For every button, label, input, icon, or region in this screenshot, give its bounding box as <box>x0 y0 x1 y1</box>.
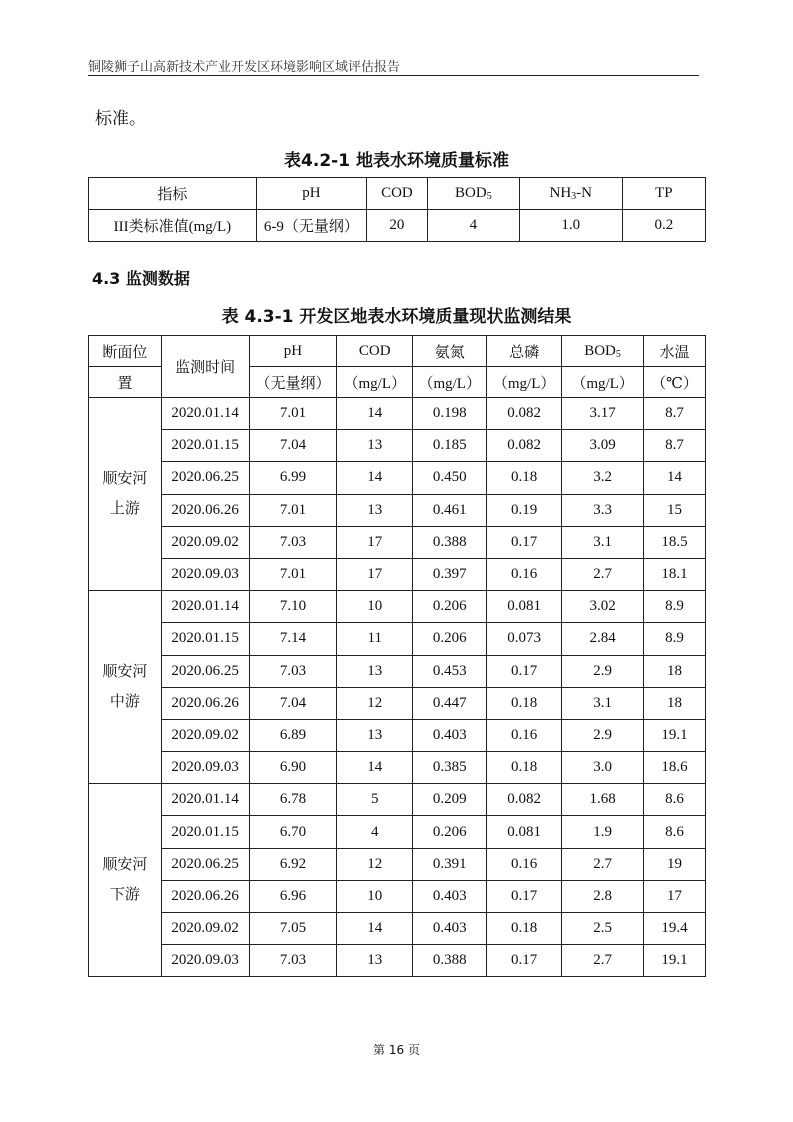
table-cell: 6.99 <box>249 462 337 494</box>
table1-caption: 表4.2-1 地表水环境质量标准 <box>284 151 509 171</box>
table-cell: 19.1 <box>644 945 706 977</box>
table-cell: 0.073 <box>487 623 562 655</box>
table-cell: 17 <box>337 558 413 590</box>
location-name: 顺安河 <box>102 471 148 488</box>
table-cell: 3.02 <box>562 591 644 623</box>
table-cell: 0.403 <box>413 719 487 751</box>
location-section: 上游 <box>109 501 140 518</box>
table-cell: 2020.06.26 <box>161 687 249 719</box>
header-cell: $BOD_5$ <box>427 178 519 210</box>
header-cell: 置 <box>89 367 162 398</box>
table-cell: 2020.09.03 <box>161 945 249 977</box>
running-header: 铜陵狮子山高新技术产业开发区环境影响区域评估报告 <box>88 60 401 75</box>
monitoring-results-table <box>88 335 706 977</box>
table-cell: 7.05 <box>249 913 337 945</box>
table-cell: 2020.06.25 <box>161 848 249 880</box>
table-cell: 0.391 <box>413 848 487 880</box>
table-cell: 2020.09.03 <box>161 558 249 590</box>
location-name: 顺安河 <box>102 664 148 681</box>
table-cell: 7.03 <box>249 945 337 977</box>
table-cell: 3.1 <box>562 687 644 719</box>
table-cell: 0.453 <box>413 655 487 687</box>
header-cell: （mg/L） <box>487 367 562 398</box>
table-cell: 0.206 <box>413 623 487 655</box>
page-number: 第 16 页 <box>373 1043 420 1057</box>
table-cell: 0.17 <box>487 655 562 687</box>
table-cell: 0.388 <box>413 526 487 558</box>
table-cell: 18.6 <box>644 752 706 784</box>
header-cell: pH <box>249 336 337 367</box>
table-cell: 0.388 <box>413 945 487 977</box>
table-cell: 14 <box>337 398 413 430</box>
table-cell: 6.78 <box>249 784 337 816</box>
header-cell: 指标 <box>89 178 257 210</box>
table-cell: 2020.09.03 <box>161 752 249 784</box>
table-cell: 10 <box>337 880 413 912</box>
table-cell: 0.385 <box>413 752 487 784</box>
table-cell: 8.7 <box>644 398 706 430</box>
table-cell: 0.403 <box>413 880 487 912</box>
table-cell: 0.185 <box>413 430 487 462</box>
table-cell: 2020.09.02 <box>161 719 249 751</box>
table-cell: 0.206 <box>413 591 487 623</box>
table-cell: 8.9 <box>644 591 706 623</box>
table-cell: 18 <box>644 687 706 719</box>
table-cell: 2020.01.15 <box>161 816 249 848</box>
table-row <box>89 848 706 880</box>
table-cell: 8.6 <box>644 816 706 848</box>
table-row <box>89 398 706 430</box>
table-cell: 0.082 <box>487 784 562 816</box>
table-cell: 13 <box>337 494 413 526</box>
table-cell: 12 <box>337 848 413 880</box>
table-cell: 2020.06.26 <box>161 494 249 526</box>
location-section: 中游 <box>109 694 140 711</box>
table-cell: 2.7 <box>562 945 644 977</box>
table-row <box>89 816 706 848</box>
table-cell: 0.16 <box>487 558 562 590</box>
table-cell: 2020.01.15 <box>161 623 249 655</box>
table-cell: 14 <box>337 752 413 784</box>
table-cell: 1.0 <box>519 210 622 242</box>
table-cell: 0.450 <box>413 462 487 494</box>
location-section: 下游 <box>109 887 140 904</box>
table-cell: 0.16 <box>487 848 562 880</box>
section-title: 4.3 监测数据 <box>92 269 190 288</box>
table-cell: 19.1 <box>644 719 706 751</box>
table-cell: 7.01 <box>249 558 337 590</box>
location-name: 顺安河 <box>102 857 148 874</box>
header-rule <box>88 75 699 76</box>
location-cell <box>89 784 162 977</box>
table-cell: 0.082 <box>487 430 562 462</box>
table-cell: 6.90 <box>249 752 337 784</box>
table-cell: 0.198 <box>413 398 487 430</box>
table-cell: 2.7 <box>562 848 644 880</box>
header-cell: （℃） <box>644 367 706 398</box>
table-cell: 7.04 <box>249 687 337 719</box>
header-cell: （mg/L） <box>337 367 413 398</box>
table-cell: 0.18 <box>487 913 562 945</box>
table-cell: 0.18 <box>487 687 562 719</box>
table-cell: 13 <box>337 430 413 462</box>
table-cell: 14 <box>644 462 706 494</box>
table-cell: 7.03 <box>249 526 337 558</box>
location-cell <box>89 591 162 784</box>
table-cell: 0.403 <box>413 913 487 945</box>
header-cell: （无量纲） <box>249 367 337 398</box>
table-cell: 0.206 <box>413 816 487 848</box>
table-row <box>89 752 706 784</box>
table-cell: 7.10 <box>249 591 337 623</box>
table-cell: 3.09 <box>562 430 644 462</box>
table2-caption: 表 4.3-1 开发区地表水环境质量现状监测结果 <box>221 307 572 327</box>
table-cell: 1.68 <box>562 784 644 816</box>
table-row <box>89 494 706 526</box>
table-cell: 8.7 <box>644 430 706 462</box>
header-cell: TP <box>622 178 705 210</box>
table-cell: 6.96 <box>249 880 337 912</box>
water-standard-table <box>88 177 706 242</box>
table-cell: 15 <box>644 494 706 526</box>
intro-text: 标准。 <box>95 109 146 128</box>
table-cell: 13 <box>337 945 413 977</box>
table-cell: 2020.01.14 <box>161 398 249 430</box>
table-row <box>89 462 706 494</box>
header-cell: 总磷 <box>487 336 562 367</box>
table-cell: 13 <box>337 655 413 687</box>
table-cell: 4 <box>337 816 413 848</box>
header-cell: $NH_3-N$ <box>519 178 622 210</box>
table-cell: 0.461 <box>413 494 487 526</box>
table-cell: 2020.06.25 <box>161 655 249 687</box>
table-cell: 7.03 <box>249 655 337 687</box>
table-cell: 17 <box>337 526 413 558</box>
table-cell: 0.081 <box>487 591 562 623</box>
table-cell: 7.14 <box>249 623 337 655</box>
table-cell: 2.9 <box>562 655 644 687</box>
table-cell: 0.18 <box>487 752 562 784</box>
table-row <box>89 880 706 912</box>
table-cell: 2020.09.02 <box>161 913 249 945</box>
table-cell: 8.9 <box>644 623 706 655</box>
table-cell: 0.17 <box>487 880 562 912</box>
table-cell: 10 <box>337 591 413 623</box>
table-cell: 0.19 <box>487 494 562 526</box>
table-cell: 5 <box>337 784 413 816</box>
table-cell: 12 <box>337 687 413 719</box>
table-cell: 2020.01.14 <box>161 784 249 816</box>
table-cell: 0.17 <box>487 526 562 558</box>
table-cell: 0.16 <box>487 719 562 751</box>
table-cell: 2020.06.26 <box>161 880 249 912</box>
table-cell: 0.2 <box>622 210 705 242</box>
table-cell: 2.7 <box>562 558 644 590</box>
header-cell: COD <box>337 336 413 367</box>
table-cell: 18 <box>644 655 706 687</box>
table-cell: 6.70 <box>249 816 337 848</box>
header-cell: 氨氮 <box>413 336 487 367</box>
table-cell: 3.1 <box>562 526 644 558</box>
table-cell: III类标准值(mg/L) <box>89 210 257 242</box>
table-cell: 14 <box>337 913 413 945</box>
table-row <box>89 558 706 590</box>
table-header-row <box>89 178 706 210</box>
header-cell: （mg/L） <box>413 367 487 398</box>
table-cell: 11 <box>337 623 413 655</box>
table-cell: 1.9 <box>562 816 644 848</box>
table-cell: 3.17 <box>562 398 644 430</box>
table-cell: 2.5 <box>562 913 644 945</box>
table-row <box>89 623 706 655</box>
table-cell: 6.89 <box>249 719 337 751</box>
table-cell: 14 <box>337 462 413 494</box>
table-cell: 2.8 <box>562 880 644 912</box>
table-cell: 2.84 <box>562 623 644 655</box>
table-row <box>89 687 706 719</box>
table-cell: 2.9 <box>562 719 644 751</box>
table-row <box>89 784 706 816</box>
table-cell: 0.081 <box>487 816 562 848</box>
table-row <box>89 210 706 242</box>
header-cell: $BOD_5$ <box>562 336 644 367</box>
table-cell: 6-9（无量纲） <box>256 210 366 242</box>
table-cell: 2020.09.02 <box>161 526 249 558</box>
table-cell: 0.18 <box>487 462 562 494</box>
table-cell: 3.2 <box>562 462 644 494</box>
table-cell: 2020.01.14 <box>161 591 249 623</box>
table-cell: 3.0 <box>562 752 644 784</box>
table-cell: 18.5 <box>644 526 706 558</box>
table-cell: 18.1 <box>644 558 706 590</box>
table-row <box>89 591 706 623</box>
table-cell: 0.397 <box>413 558 487 590</box>
table-cell: 7.01 <box>249 494 337 526</box>
header-cell: 水温 <box>644 336 706 367</box>
table-cell: 3.3 <box>562 494 644 526</box>
header-cell: 监测时间 <box>161 336 249 398</box>
table-row <box>89 719 706 751</box>
table-cell: 20 <box>366 210 427 242</box>
table-cell: 7.01 <box>249 398 337 430</box>
header-cell: pH <box>256 178 366 210</box>
table-cell: 0.447 <box>413 687 487 719</box>
table-cell: 4 <box>427 210 519 242</box>
table-cell: 0.082 <box>487 398 562 430</box>
table-header-row <box>89 336 706 367</box>
table-row <box>89 526 706 558</box>
table-cell: 8.6 <box>644 784 706 816</box>
table-cell: 19 <box>644 848 706 880</box>
header-cell: （mg/L） <box>562 367 644 398</box>
table-cell: 7.04 <box>249 430 337 462</box>
table-row <box>89 945 706 977</box>
table-row <box>89 655 706 687</box>
header-cell: COD <box>366 178 427 210</box>
location-cell <box>89 398 162 591</box>
table-cell: 19.4 <box>644 913 706 945</box>
table-cell: 2020.01.15 <box>161 430 249 462</box>
table-cell: 6.92 <box>249 848 337 880</box>
table-cell: 0.209 <box>413 784 487 816</box>
table-cell: 17 <box>644 880 706 912</box>
header-cell: 断面位 <box>89 336 162 367</box>
table-cell: 13 <box>337 719 413 751</box>
table-cell: 0.17 <box>487 945 562 977</box>
table-row <box>89 913 706 945</box>
table-cell: 2020.06.25 <box>161 462 249 494</box>
table-row <box>89 430 706 462</box>
